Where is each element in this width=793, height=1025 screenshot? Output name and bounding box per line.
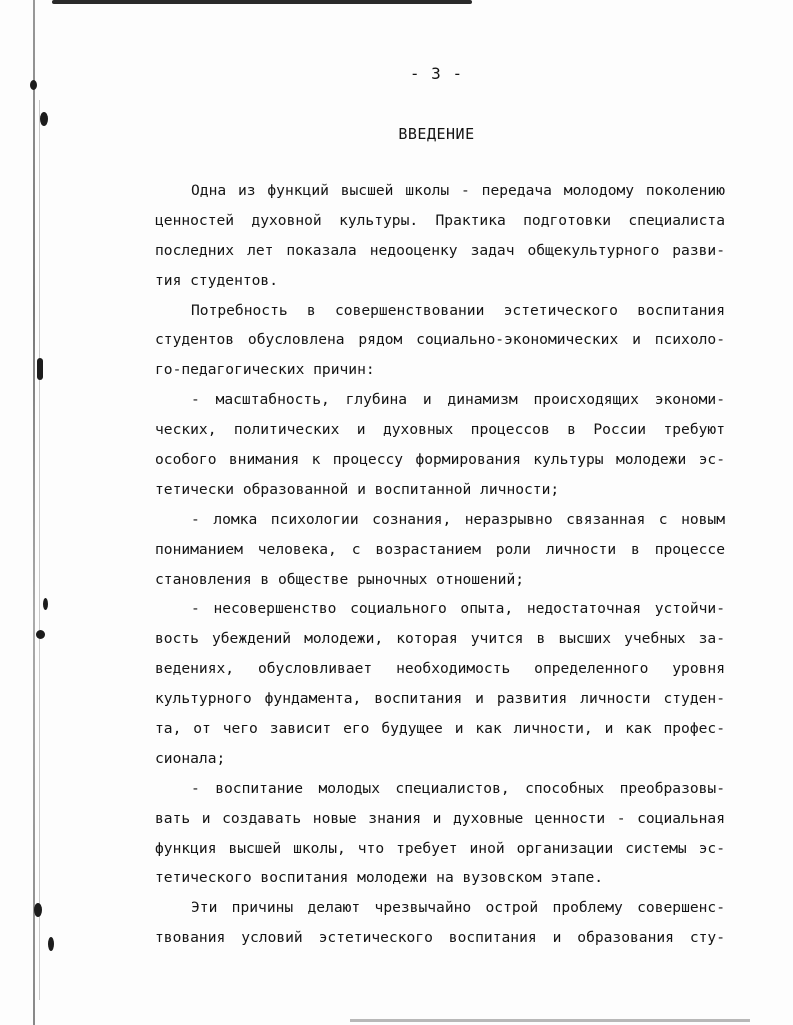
text-line: культурного фундамента, воспитания и развития личности студен-	[155, 690, 725, 708]
text-line: тетически образованной и воспитанной личности;	[155, 480, 560, 498]
text-line: та, от чего зависит его будущее и как личности, и как профес-	[155, 720, 725, 738]
scan-blot	[36, 630, 45, 639]
text-line: ценностей духовной культуры. Практика подготовки специалиста	[155, 211, 725, 229]
text-line: го-педагогических причин:	[155, 361, 375, 379]
text-line: Потребность в совершенствовании эстетического воспитания	[191, 301, 725, 319]
text-line: - воспитание молодых специалистов, способных преобразовы-	[191, 779, 725, 797]
text-line: - ломка психологии сознания, неразрывно связанная с новым	[191, 510, 725, 528]
text-line: вость убеждений молодежи, которая учится в высших учебных за-	[155, 630, 725, 648]
text-line: вать и создавать новые знания и духовные ценности - социальная	[155, 809, 725, 827]
text-line: ческих, политических и духовных процессов в России требуют	[155, 421, 725, 439]
text-line: твования условий эстетического воспитания и образования сту-	[155, 929, 725, 947]
text-line: - несовершенство социального опыта, недостаточная устойчи-	[191, 600, 725, 618]
text-line: Эти причины делают чрезвычайно острой проблему совершенс-	[191, 899, 725, 917]
body-text	[155, 176, 725, 953]
text-line: пониманием человека, с возрастанием роли личности в процессе	[155, 540, 725, 558]
scan-blot	[48, 937, 54, 951]
scan-left-edge	[33, 0, 35, 1025]
scan-bottom-rule	[350, 1019, 750, 1022]
text-line: функция высшей школы, что требует иной организации системы эс-	[155, 839, 725, 857]
text-line: ведениях, обусловливает необходимость определенного уровня	[155, 660, 725, 678]
page-title: ВВЕДЕНИЕ	[398, 125, 475, 143]
scan-blot	[37, 358, 43, 380]
scan-blot	[34, 903, 42, 917]
scan-top-rule	[52, 0, 472, 4]
scan-left-edge-inner	[39, 100, 40, 1000]
text-line: становления в обществе рыночных отношений;	[155, 570, 525, 588]
text-line: последних лет показала недооценку задач общекультурного разви-	[155, 241, 725, 259]
text-line: Одна из функций высшей школы - передача молодому поколению	[191, 182, 725, 199]
text-line: - масштабность, глубина и динамизм происходящих экономи-	[191, 391, 725, 409]
scan-blot	[43, 598, 48, 610]
text-line: тетического воспитания молодежи на вузовском этапе.	[155, 869, 604, 887]
text-line: студентов обусловлена рядом социально-экономических и психоло-	[155, 331, 725, 349]
page-number: - 3 -	[409, 64, 464, 83]
text-line: сионала;	[155, 749, 226, 767]
scan-blot	[40, 112, 48, 126]
text-line: особого внимания к процессу формирования культуры молодежи эс-	[155, 451, 725, 469]
text-line: тия студентов.	[155, 271, 279, 289]
